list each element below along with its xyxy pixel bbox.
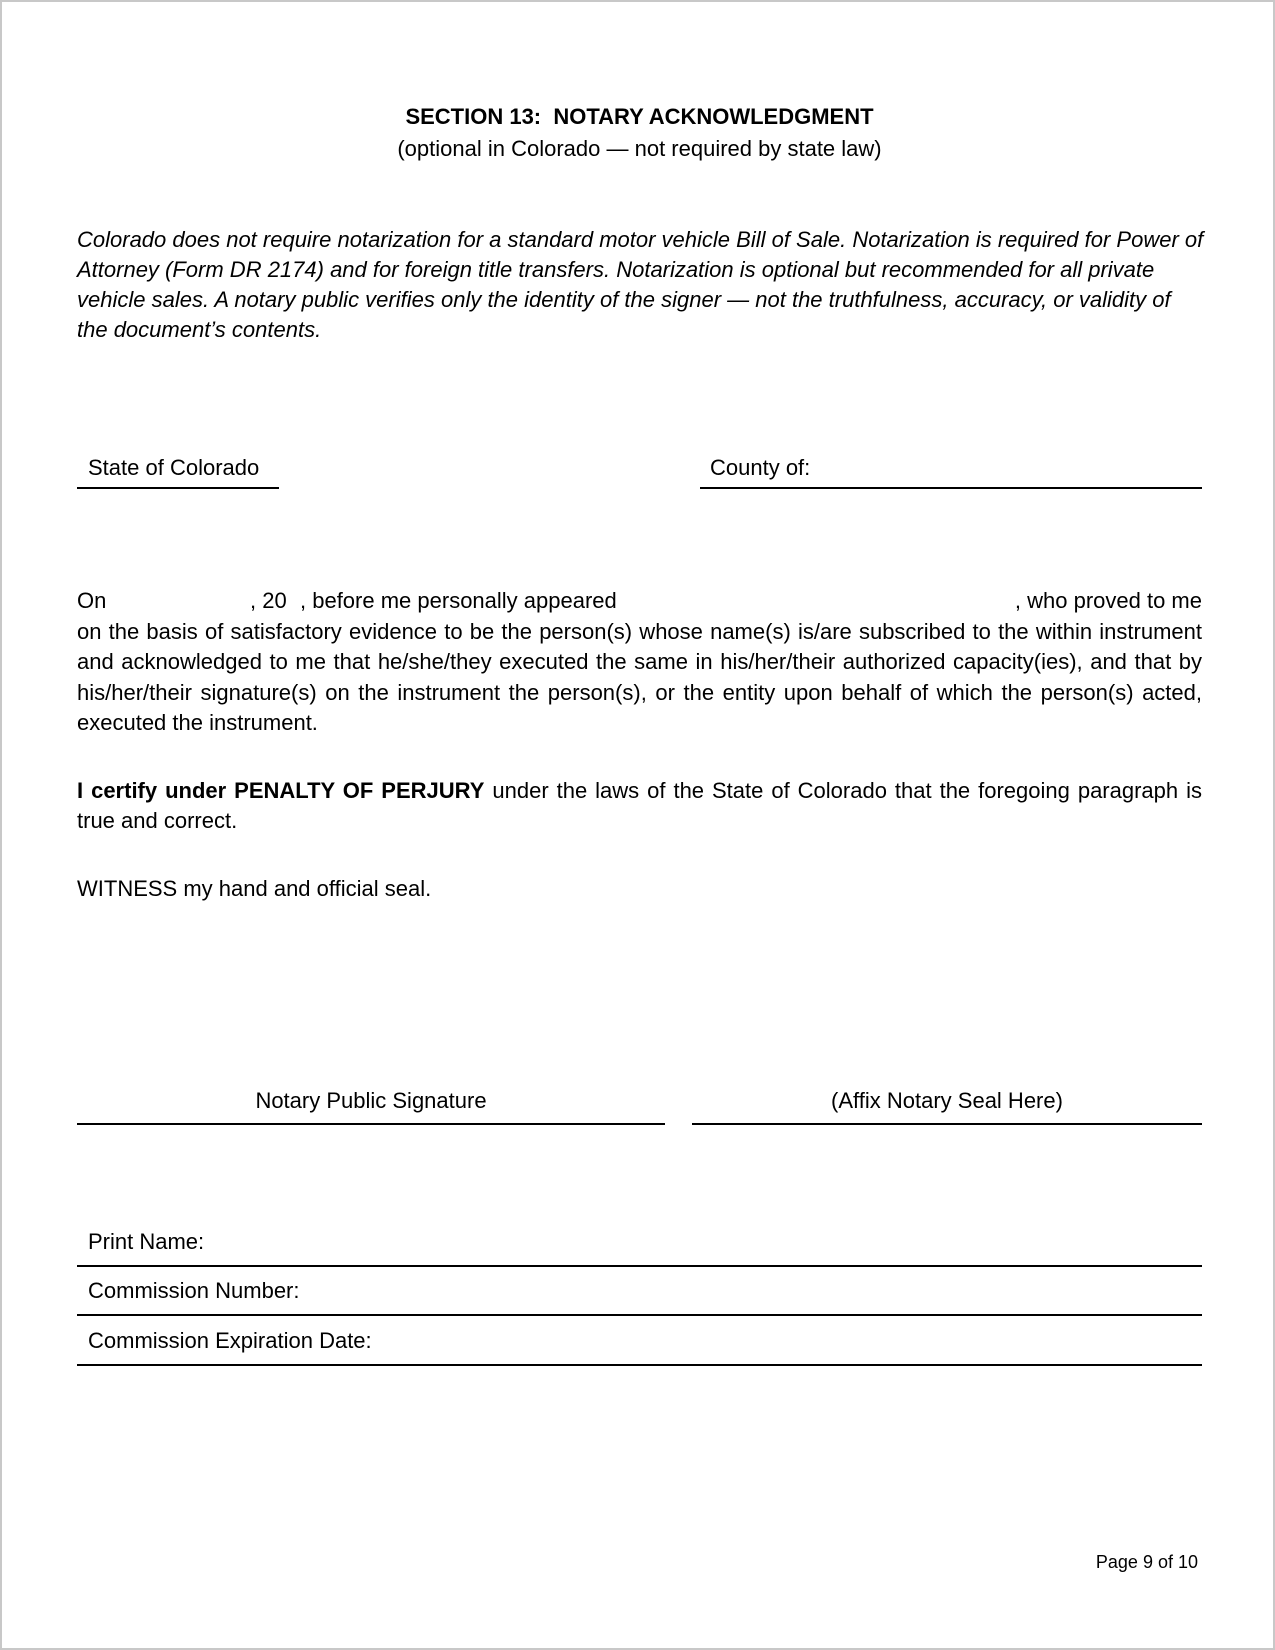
state-line (77, 487, 279, 489)
ack-on-text: On (77, 588, 107, 613)
ack-year-text: , 20 (250, 588, 287, 613)
page-number: Page 9 of 10 (1095, 1552, 1198, 1572)
notary-signature-label: Notary Public Signature (255, 1088, 487, 1113)
ack-body-text: on the basis of satisfactory evidence to be the person(s) whose name(s) is/are subscribed to the within instrument and acknowledged to me that he/she/they executed the same in his/her/their authorized capacity(ies), and that by his/her/their signature(s) on the instrument the person(s), or the entity upon behalf of which the person(s) acted, executed the instrument. (77, 618, 1202, 735)
section-subtitle: (optional in Colorado — not required by state law) (397, 136, 882, 161)
certify-paragraph (77, 776, 1202, 836)
commission-number-field[interactable] (77, 1314, 1202, 1316)
notary-seal-line[interactable] (692, 1123, 1202, 1125)
state-label: State of Colorado (88, 455, 260, 480)
county-field[interactable] (700, 487, 1202, 489)
section-title: SECTION 13: NOTARY ACKNOWLEDGMENT (405, 104, 874, 129)
certify-rest-text: under the laws of the State of Colorado that the foregoing paragraph is true and correct. (77, 778, 1202, 833)
certify-bold-text: I certify under PENALTY OF PERJURY (77, 778, 485, 803)
intro-paragraph: Colorado does not require notarization for a standard motor vehicle Bill of Sale. Notarization is required for Power of Attorney (Form DR 2174) and for foreign title transfers. Notarization is optional but recommended for all private vehicle sales. A notary public verifies only the identity of the signer — not the truthfulness, accuracy, or validity of the document’s contents. (77, 227, 1204, 342)
witness-text: WITNESS my hand and official seal. (77, 876, 432, 901)
notary-seal-label: (Affix Notary Seal Here) (831, 1088, 1063, 1113)
commission-expiration-field[interactable] (77, 1364, 1202, 1366)
ack-proved-text: , who proved to me (1014, 588, 1202, 613)
commission-expiration-label: Commission Expiration Date: (88, 1328, 372, 1353)
ack-appeared-text: , before me personally appeared (300, 588, 617, 613)
commission-number-label: Commission Number: (88, 1278, 300, 1303)
county-label: County of: (710, 455, 811, 480)
notary-signature-line[interactable] (77, 1123, 665, 1125)
acknowledgment-paragraph (77, 586, 1202, 739)
print-name-label: Print Name: (88, 1229, 205, 1254)
print-name-field[interactable] (77, 1265, 1202, 1267)
